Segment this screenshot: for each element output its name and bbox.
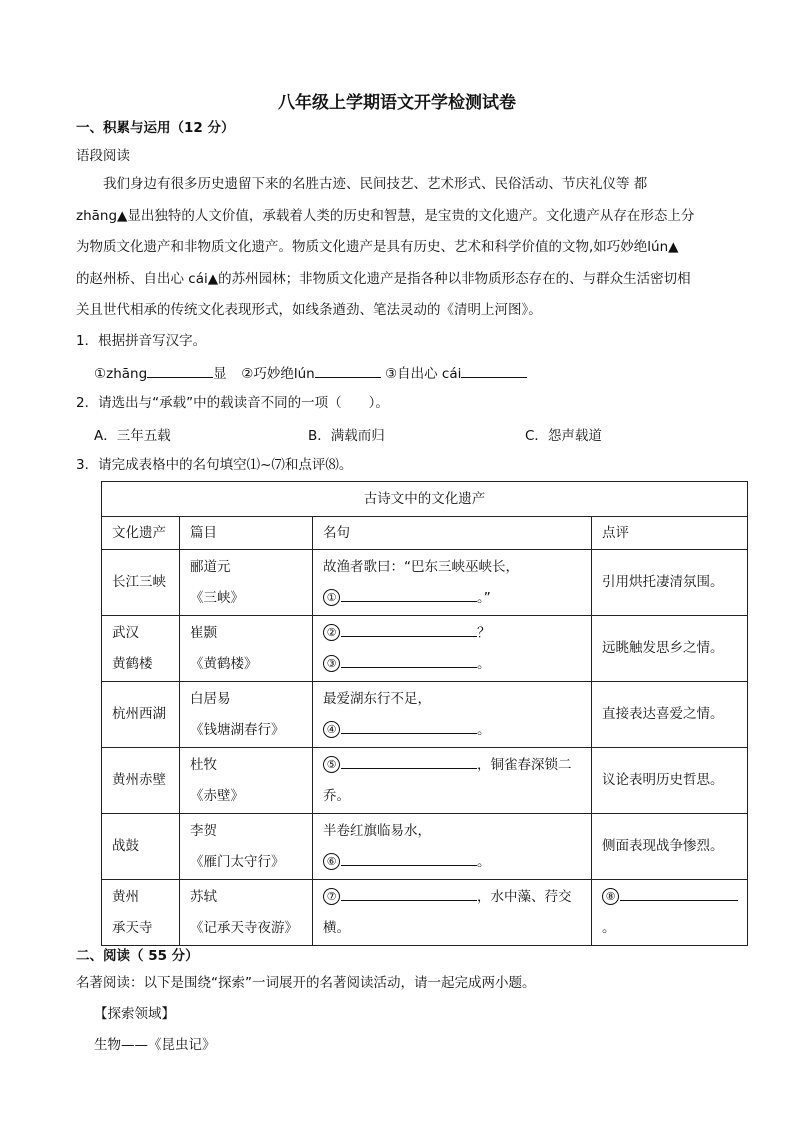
blank-number: ① <box>323 589 340 606</box>
pinyin: 巧妙绝lún <box>253 366 315 382</box>
question-3: 3．请完成表格中的名句填空⑴~⑺和点评⑻。 <box>76 457 353 473</box>
question-2: 2．请选出与“承载”中的载读音不同的一项（ ）。 <box>76 395 389 411</box>
blank-number: ④ <box>323 721 340 738</box>
quote-cell <box>313 616 592 682</box>
work-cell <box>180 814 313 880</box>
heritage-name: 长江三峡 <box>112 574 166 590</box>
answer-blank[interactable] <box>341 586 477 602</box>
comment-cell: 侧面表现战争惨烈。 <box>592 814 748 880</box>
work-title: 《雁门太守行》 <box>190 853 285 870</box>
column-header: 文化遗产 <box>102 517 180 550</box>
work-cell <box>180 880 313 946</box>
answer-blank[interactable] <box>341 753 477 769</box>
blank-suffix: 。 <box>602 919 616 936</box>
work-title: 《赤壁》 <box>190 787 244 804</box>
blank-number: ⑧ <box>602 888 619 905</box>
answer-blank[interactable] <box>461 362 527 378</box>
pinyin: zhāng <box>106 366 148 382</box>
answer-blank[interactable] <box>341 850 477 866</box>
heritage-cell <box>102 616 180 682</box>
table-caption: 古诗文中的文化遗产 <box>102 482 748 517</box>
column-header: 点评 <box>592 517 748 550</box>
heritage-cell <box>102 682 180 748</box>
item-number: ① <box>94 366 107 382</box>
answer-blank[interactable] <box>341 652 477 668</box>
answer-blank[interactable] <box>341 621 477 637</box>
section2-intro: 名著阅读：以下是围绕“探索”一词展开的名著阅读活动，请一起完成两小题。 <box>76 975 536 991</box>
quote-cell <box>313 814 592 880</box>
item-number: ② <box>241 366 254 382</box>
work-cell <box>180 616 313 682</box>
quote-line: 半卷红旗临易水， <box>323 822 431 839</box>
heritage-name: 黄鹤楼 <box>112 655 153 672</box>
item-number: ③ <box>385 366 398 382</box>
table-row <box>102 550 748 616</box>
work-title: 《三峡》 <box>190 589 244 606</box>
blank-suffix: 。 <box>477 655 491 672</box>
section2-item: 生物——《昆虫记》 <box>94 1037 216 1053</box>
passage-line: 我们身边有很多历史遗留下来的名胜古迹、民间技艺、艺术形式、民俗活动、节庆礼仪等 都 <box>76 176 648 192</box>
passage-line: 的赵州桥、自出心 cái▲的苏州园林；非物质文化遗产是指各种以非物质形态存在的、与群众生活密切相 <box>76 270 691 287</box>
blank-number: ⑦ <box>323 888 340 905</box>
option-a[interactable]: A．三年五载 <box>94 428 171 444</box>
author: 杜牧 <box>190 756 217 773</box>
heritage-name: 承天寺 <box>112 919 153 936</box>
passage-line: 为物质文化遗产和非物质文化遗产。物质文化遗产是具有历史、艺术和科学价值的文物,如巧妙绝lún▲ <box>76 239 679 255</box>
table-row <box>102 682 748 748</box>
option-c[interactable]: C．怨声载道 <box>525 428 602 444</box>
comment-cell: 直接表达喜爱之情。 <box>592 682 748 748</box>
quote-line: 横。 <box>323 919 350 936</box>
table-row <box>102 814 748 880</box>
blank-number: ② <box>323 624 340 641</box>
comment-cell: 议论表明历史哲思。 <box>592 748 748 814</box>
heritage-name: 黄州 <box>112 888 139 905</box>
blank-suffix: ，铜雀春深锁二 <box>477 756 572 773</box>
answer-blank[interactable] <box>147 362 213 378</box>
heritage-cell <box>102 814 180 880</box>
quote-cell <box>313 550 592 616</box>
blank-suffix: 。 <box>477 853 491 870</box>
comment-cell: 引用烘托凄清氛围。 <box>592 550 748 616</box>
work-title: 《黄鹤楼》 <box>190 655 258 672</box>
blank-number: ③ <box>323 655 340 672</box>
section2-heading: 二、阅读（ 55 分） <box>76 948 199 964</box>
answer-blank[interactable] <box>620 885 738 901</box>
work-cell <box>180 682 313 748</box>
table-row <box>102 880 748 946</box>
comment-cell: 远眺触发思乡之情。 <box>592 616 748 682</box>
quote-line: 最爱湖东行不足， <box>323 690 431 707</box>
author: 李贺 <box>190 822 217 839</box>
heritage-name: 杭州西湖 <box>112 706 166 722</box>
question-1-items <box>94 362 527 384</box>
table-row <box>102 616 748 682</box>
heritage-cell <box>102 550 180 616</box>
author: 白居易 <box>190 690 231 707</box>
answer-blank[interactable] <box>341 718 477 734</box>
quote-line: 乔。 <box>323 787 350 804</box>
section1-subheading: 语段阅读 <box>76 148 130 164</box>
quote-cell <box>313 748 592 814</box>
quote-line: 故渔者歌曰：“巴东三峡巫峡长， <box>323 558 519 575</box>
work-cell <box>180 748 313 814</box>
column-header: 名句 <box>313 517 592 550</box>
quote-cell <box>313 682 592 748</box>
blank-number: ⑤ <box>323 756 340 773</box>
answer-blank[interactable] <box>341 885 477 901</box>
item-suffix: 显 <box>213 366 227 382</box>
heritage-cell <box>102 748 180 814</box>
passage <box>76 169 748 327</box>
passage-line: zhāng▲显出独特的人文价值，承载着人类的历史和智慧，是宝贵的文化遗产。文化遗产从存在形态上分 <box>76 207 695 224</box>
pinyin: 自出心 cái <box>397 366 462 382</box>
blank-suffix: ？ <box>477 624 491 641</box>
work-title: 《记承天寺夜游》 <box>190 919 298 936</box>
heritage-name: 战鼓 <box>112 838 139 854</box>
question-1: 1．根据拼音写汉字。 <box>76 333 207 349</box>
blank-suffix: 。 <box>477 721 491 738</box>
heritage-name: 武汉 <box>112 624 139 641</box>
option-b[interactable]: B．满载而归 <box>308 428 385 444</box>
quote-cell <box>313 880 592 946</box>
work-cell <box>180 550 313 616</box>
blank-suffix: ，水中藻、荇交 <box>477 888 572 905</box>
page-title: 八年级上学期语文开学检测试卷 <box>278 93 516 113</box>
comment-cell <box>592 880 748 946</box>
author: 苏轼 <box>190 888 217 905</box>
answer-blank[interactable] <box>315 362 381 378</box>
blank-number: ⑥ <box>323 853 340 870</box>
table-row <box>102 748 748 814</box>
passage-line: 关且世代相承的传统文化表现形式，如线条遒劲、笔法灵动的《清明上河图》。 <box>76 302 542 318</box>
heritage-cell <box>102 880 180 946</box>
work-title: 《钱塘湖春行》 <box>190 721 285 738</box>
section1-heading: 一、积累与运用（12 分） <box>76 120 235 136</box>
author: 郦道元 <box>190 558 231 575</box>
section2-tag: 【探索领域】 <box>94 1006 175 1022</box>
author: 崔颢 <box>190 624 217 641</box>
heritage-table <box>101 481 748 946</box>
blank-suffix: 。” <box>477 589 491 606</box>
heritage-name: 黄州赤壁 <box>112 772 166 788</box>
column-header: 篇目 <box>180 517 313 550</box>
